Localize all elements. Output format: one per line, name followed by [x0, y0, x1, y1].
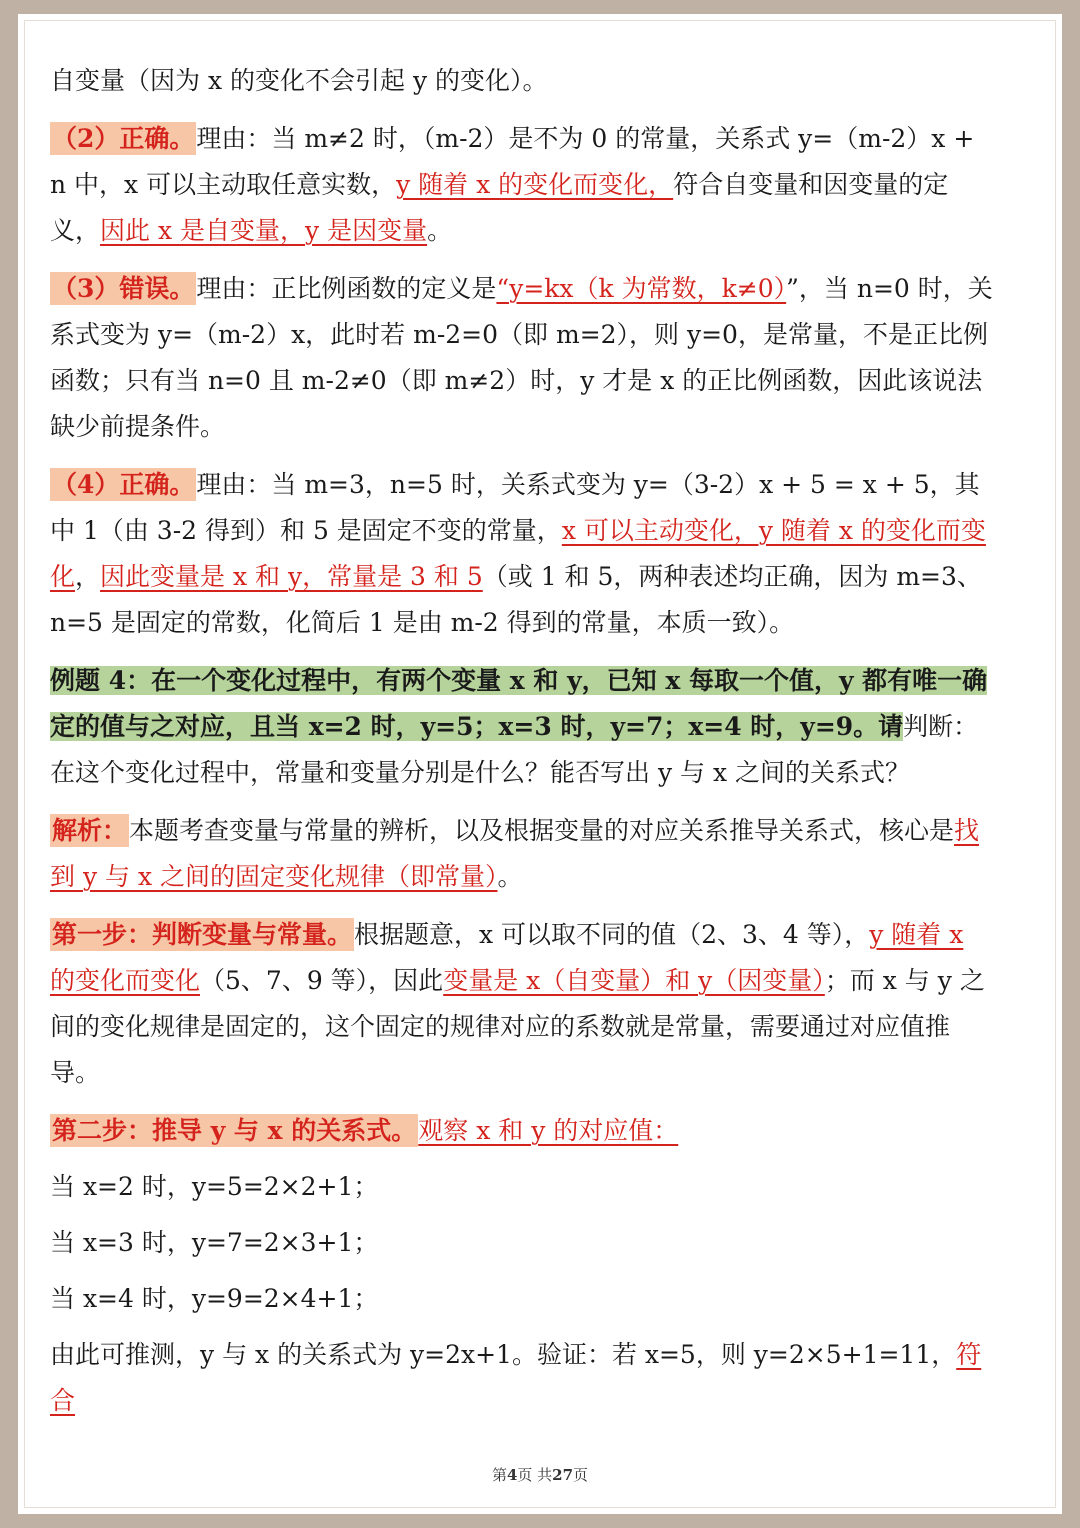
- answer-3-label: （3）错误。: [52, 274, 195, 303]
- conclusion-underline-1: 符合: [50, 1340, 982, 1415]
- step-1-text-3: ；而 x 与 y 之间的变化规律是固定的，这个固定的规律对应的系数就是常量，需要通过对应值推导。: [50, 966, 985, 1087]
- step-1-text-1: 根据题意，x 可以取不同的值（2、3、4 等），: [354, 920, 870, 949]
- step-2-label: 第二步：推导 y 与 x 的关系式。: [52, 1116, 417, 1145]
- analysis-text-2: 。: [497, 862, 523, 891]
- answer-4-underline-1: x 可以主动变化，y 随着 x 的变化而变化: [50, 516, 986, 591]
- calc-line-3: 当 x=4 时，y=9=2×4+1；: [50, 1284, 379, 1313]
- answer-4-text-1: 理由：当 m=3，n=5 时，关系式变为 y=（3-2）x + 5 = x + 5，其中 1（由 3-2 得到）和 5 是固定不变的常量，: [50, 470, 980, 545]
- answer-4-text-2: ，: [75, 562, 101, 591]
- paragraph-intro: [50, 58, 996, 104]
- answer-2-underline-2: 因此 x 是自变量，y 是因变量: [100, 216, 428, 245]
- answer-2-text-3: 。: [427, 216, 453, 245]
- footer-total-pages: 27: [552, 1466, 574, 1484]
- intro-text: 自变量（因为 x 的变化不会引起 y 的变化）。: [50, 66, 548, 95]
- answer-4-label: （4）正确。: [52, 470, 195, 499]
- paragraph-example-4: [50, 658, 996, 796]
- answer-2-label: （2）正确。: [52, 124, 195, 153]
- paragraph-answer-2: [50, 116, 996, 254]
- calc-line-1: 当 x=2 时，y=5=2×2+1；: [50, 1172, 379, 1201]
- paragraph-answer-3: [50, 266, 996, 450]
- footer-page-number: 4: [506, 1466, 518, 1484]
- paragraph-step-1: [50, 912, 996, 1096]
- footer-prefix: 第: [491, 1466, 507, 1484]
- analysis-label: 解析：: [52, 816, 128, 845]
- paragraph-step-2: [50, 1108, 996, 1154]
- step-1-underline-1: y 随着 x 的变化而变化: [50, 920, 964, 995]
- analysis-underline-1: 找到 y 与 x 之间的固定变化规律（即常量）: [50, 816, 980, 891]
- footer-suffix: 页: [573, 1466, 589, 1484]
- paragraph-analysis: [50, 808, 996, 900]
- analysis-text-1: 本题考查变量与常量的辨析，以及根据变量的对应关系推导关系式，核心是: [129, 816, 955, 845]
- answer-2-text-2: 符合自变量和因变量的定义，: [50, 170, 949, 245]
- example-4-question: 例题 4：在一个变化过程中，有两个变量 x 和 y，已知 x 每取一个值，y 都有唯一确定的值与之对应，且当 x=2 时，y=5；x=3 时，y=7；x=4 时，y=9。请: [50, 666, 988, 741]
- step-1-text-2: （5、7、9 等），因此: [200, 966, 444, 995]
- answer-4-text-3: （或 1 和 5，两种表述均正确，因为 m=3、n=5 是固定的常数，化简后 1 是由 m-2 得到的常量，本质一致）。: [50, 562, 982, 637]
- answer-3-underline-1: “y=kx（k 为常数，k≠0）: [496, 274, 787, 303]
- step-2-underline-1: 观察 x 和 y 的对应值：: [418, 1116, 679, 1145]
- answer-2-underline-1: y 随着 x 的变化而变化，: [396, 170, 674, 199]
- page-footer: [0, 1464, 1080, 1485]
- paragraph-conclusion: [50, 1332, 996, 1424]
- step-1-label: 第一步：判断变量与常量。: [52, 920, 353, 949]
- step-1-underline-2: 变量是 x（自变量）和 y（因变量）: [443, 966, 825, 995]
- paragraph-answer-4: [50, 462, 996, 646]
- calc-line-2: 当 x=3 时，y=7=2×3+1；: [50, 1228, 379, 1257]
- answer-4-underline-2: 因此变量是 x 和 y，常量是 3 和 5: [100, 562, 483, 591]
- answer-2-text-1: 理由：当 m≠2 时，（m-2）是不为 0 的常量，关系式 y=（m-2）x + n 中，x 可以主动取任意实数，: [50, 124, 975, 199]
- footer-mid: 页 共: [517, 1466, 553, 1484]
- answer-3-text-1: 理由：正比例函数的定义是: [196, 274, 497, 303]
- document-body: [50, 58, 996, 1436]
- conclusion-text-1: 由此可推测，y 与 x 的关系式为 y=2x+1。验证：若 x=5，则 y=2×5+1=11，: [50, 1340, 957, 1369]
- answer-3-text-2: ”，当 n=0 时，关系式变为 y=（m-2）x，此时若 m-2=0（即 m=2），则 y=0，是常量，不是正比例函数；只有当 n=0 且 m-2≠0（即 m≠2）时，y 才是 x 的正比例函数，因此该说法缺少前提条件。: [50, 274, 993, 441]
- example-4-question-rest: 判断：在这个变化过程中，常量和变量分别是什么？能否写出 y 与 x 之间的关系式？: [50, 712, 979, 787]
